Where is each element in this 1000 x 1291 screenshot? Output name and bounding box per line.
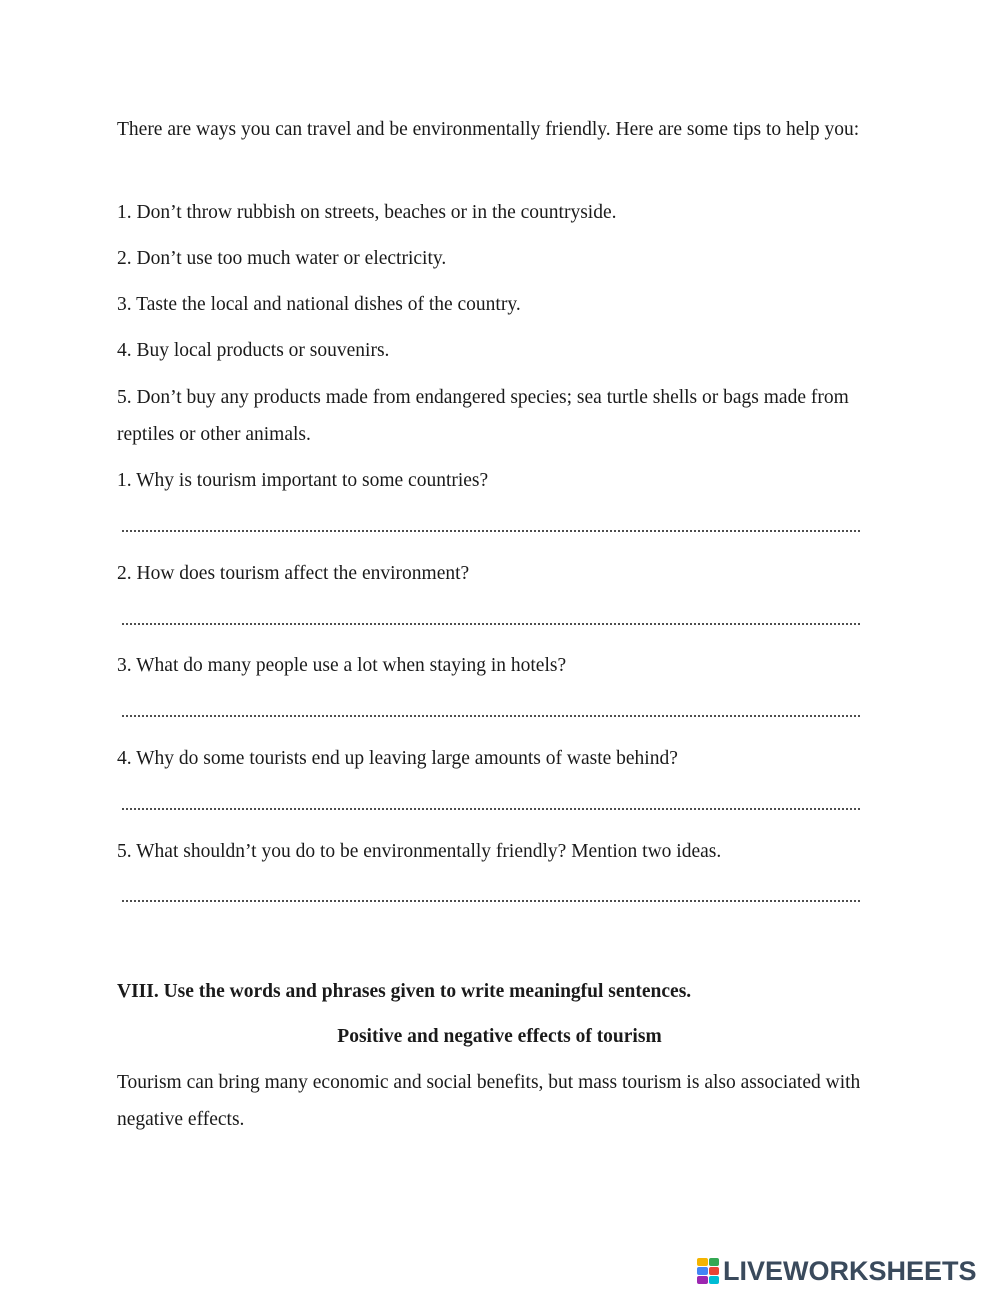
intro-paragraph: There are ways you can travel and be environmentally friendly. Here are some tips to help you: bbox=[117, 119, 860, 140]
logo-mark-icon bbox=[697, 1258, 719, 1284]
liveworksheets-logo bbox=[697, 1254, 977, 1288]
answer-line-4[interactable] bbox=[121, 808, 861, 810]
tip-2: 2. Don’t use too much water or electricity. bbox=[117, 248, 447, 269]
answer-line-5[interactable] bbox=[121, 900, 861, 902]
question-5: 5. What shouldn’t you do to be environmentally friendly? Mention two ideas. bbox=[117, 841, 722, 862]
answer-line-1[interactable] bbox=[121, 530, 861, 532]
tip-1: 1. Don’t throw rubbish on streets, beaches or in the countryside. bbox=[117, 202, 617, 223]
tip-5: 5. Don’t buy any products made from endangered species; sea turtle shells or bags made from reptiles or other animals. bbox=[117, 387, 849, 445]
answer-line-3[interactable] bbox=[121, 715, 861, 717]
tip-4: 4. Buy local products or souvenirs. bbox=[117, 340, 390, 361]
logo-text: LIVEWORKSHEETS bbox=[723, 1255, 977, 1286]
answer-line-2[interactable] bbox=[121, 623, 861, 625]
section-subtitle: Positive and negative effects of tourism bbox=[337, 1026, 662, 1047]
tip-3: 3. Taste the local and national dishes of the country. bbox=[117, 294, 521, 315]
section-paragraph: Tourism can bring many economic and social benefits, but mass tourism is also associated with negative effects. bbox=[117, 1072, 861, 1130]
question-1: 1. Why is tourism important to some countries? bbox=[117, 470, 489, 491]
question-2: 2. How does tourism affect the environment? bbox=[117, 563, 470, 584]
question-4: 4. Why do some tourists end up leaving large amounts of waste behind? bbox=[117, 748, 678, 769]
question-3: 3. What do many people use a lot when staying in hotels? bbox=[117, 655, 567, 676]
section-heading: VIII. Use the words and phrases given to write meaningful sentences. bbox=[117, 981, 692, 1002]
